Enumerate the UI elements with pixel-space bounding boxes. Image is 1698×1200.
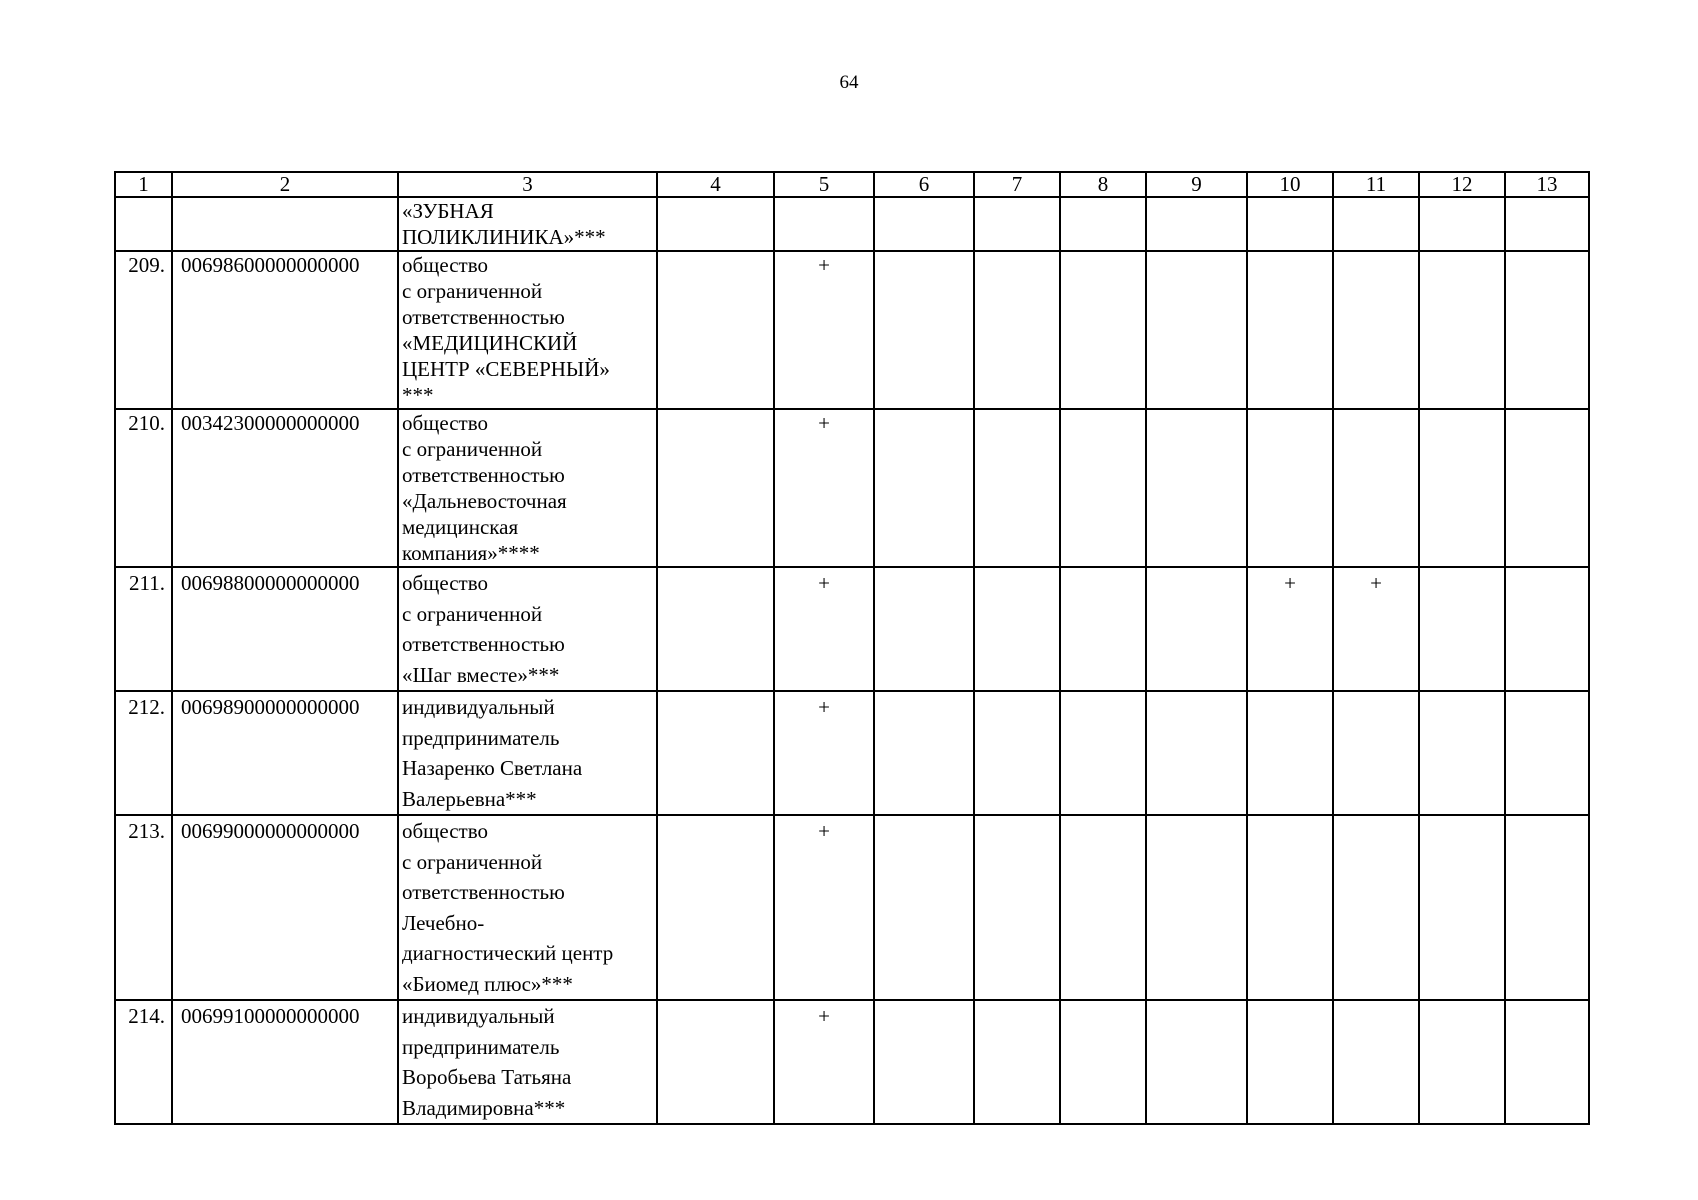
mark-cell-col-6: [874, 251, 974, 409]
organization-name-cell: [398, 691, 657, 815]
mark-cell-col-8: [1060, 815, 1146, 1000]
column-header: 11: [1333, 172, 1419, 197]
mark-cell-col-11: [1333, 1000, 1419, 1124]
organization-name-line: «ЗУБНАЯ: [402, 199, 494, 223]
organization-name-line: ответственностью: [402, 463, 565, 487]
mark-cell-col-10: +: [1247, 567, 1333, 691]
organization-name-line: с ограниченной: [402, 849, 543, 874]
column-header: 6: [874, 172, 974, 197]
register-table: [114, 171, 1590, 1125]
mark-cell-col-7: [974, 197, 1060, 251]
mark-cell-col-4: [657, 409, 774, 567]
mark-cell-col-9: [1146, 251, 1247, 409]
mark-cell-col-6: [874, 197, 974, 251]
organization-name-line: общество: [402, 253, 488, 277]
registry-code-cell: 00699100000000000: [172, 1000, 398, 1124]
mark-cell-col-8: [1060, 1000, 1146, 1124]
mark-cell-col-5: +: [774, 815, 874, 1000]
mark-cell-col-11: [1333, 691, 1419, 815]
organization-name-line: ответственностью: [402, 880, 565, 904]
registry-code-cell: 00698600000000000: [172, 251, 398, 409]
organization-name-line: индивидуальный: [402, 695, 555, 719]
organization-name-cell: [398, 197, 657, 251]
organization-name-cell: [398, 1000, 657, 1124]
organization-name-line: Назаренко Светлана: [402, 756, 583, 780]
organization-name-line: общество: [402, 571, 488, 595]
organization-name-line: с ограниченной: [402, 437, 543, 461]
mark-cell-col-9: [1146, 691, 1247, 815]
organization-name-line: с ограниченной: [402, 279, 543, 303]
organization-name-line: медицинская: [402, 515, 519, 539]
mark-cell-col-5: +: [774, 691, 874, 815]
mark-cell-col-5: +: [774, 1000, 874, 1124]
row-number-cell: 214.: [115, 1000, 172, 1124]
column-header: 5: [774, 172, 874, 197]
header-row: [115, 172, 1589, 197]
organization-name-line: компания»****: [402, 541, 540, 565]
mark-cell-col-11: +: [1333, 567, 1419, 691]
organization-name-line: общество: [402, 411, 488, 435]
mark-cell-col-8: [1060, 197, 1146, 251]
mark-cell-col-13: [1505, 1000, 1589, 1124]
row-number-cell: 209.: [115, 251, 172, 409]
registry-code-cell: 00699000000000000: [172, 815, 398, 1000]
mark-cell-col-12: [1419, 197, 1505, 251]
mark-cell-col-4: [657, 251, 774, 409]
mark-cell-col-4: [657, 197, 774, 251]
page-number: 64: [839, 72, 859, 93]
registry-code-cell: 00698900000000000: [172, 691, 398, 815]
organization-name-line: «МЕДИЦИНСКИЙ: [402, 331, 578, 355]
mark-cell-col-5: +: [774, 567, 874, 691]
table-row: [115, 1000, 1589, 1124]
row-number-cell: 212.: [115, 691, 172, 815]
organization-name-line: общество: [402, 819, 488, 843]
mark-cell-col-7: [974, 409, 1060, 567]
column-header: 10: [1247, 172, 1333, 197]
column-header: 2: [172, 172, 398, 197]
table-row: [115, 815, 1589, 1000]
organization-name-line: предприниматель: [402, 1034, 560, 1059]
mark-cell-col-6: [874, 567, 974, 691]
mark-cell-col-11: [1333, 409, 1419, 567]
mark-cell-col-5: +: [774, 251, 874, 409]
organization-name-line: ПОЛИКЛИНИКА»***: [402, 225, 606, 249]
mark-cell-col-7: [974, 691, 1060, 815]
mark-cell-col-10: [1247, 409, 1333, 567]
column-header: 3: [398, 172, 657, 197]
mark-cell-col-5: [774, 197, 874, 251]
mark-cell-col-8: [1060, 251, 1146, 409]
mark-cell-col-6: [874, 409, 974, 567]
organization-name-line: Воробьева Татьяна: [402, 1065, 572, 1089]
mark-cell-col-10: [1247, 815, 1333, 1000]
mark-cell-col-7: [974, 1000, 1060, 1124]
mark-cell-col-12: [1419, 251, 1505, 409]
column-header: 1: [115, 172, 172, 197]
mark-cell-col-12: [1419, 691, 1505, 815]
row-number-cell: 210.: [115, 409, 172, 567]
mark-cell-col-8: [1060, 409, 1146, 567]
organization-name-line: «Шаг вместе»***: [402, 662, 560, 687]
organization-name-line: «Биомед плюс»***: [402, 971, 573, 996]
mark-cell-col-6: [874, 691, 974, 815]
organization-name-cell: [398, 567, 657, 691]
organization-name-line: «Дальневосточная: [402, 489, 567, 513]
organization-name-line: ответственностью: [402, 305, 565, 329]
mark-cell-col-5: +: [774, 409, 874, 567]
mark-cell-col-13: [1505, 251, 1589, 409]
organization-name-line: предприниматель: [402, 725, 560, 750]
organization-name-line: Валерьевна***: [402, 786, 537, 811]
table-row: [115, 691, 1589, 815]
table-row: [115, 409, 1589, 567]
organization-name-cell: [398, 251, 657, 409]
mark-cell-col-7: [974, 251, 1060, 409]
mark-cell-col-12: [1419, 1000, 1505, 1124]
mark-cell-col-12: [1419, 815, 1505, 1000]
table-row: [115, 567, 1589, 691]
mark-cell-col-13: [1505, 197, 1589, 251]
table-row: [115, 197, 1589, 251]
organization-name-cell: [398, 815, 657, 1000]
mark-cell-col-8: [1060, 691, 1146, 815]
mark-cell-col-9: [1146, 197, 1247, 251]
column-header: 8: [1060, 172, 1146, 197]
mark-cell-col-13: [1505, 691, 1589, 815]
mark-cell-col-4: [657, 691, 774, 815]
organization-name-line: диагностический центр: [402, 941, 614, 965]
mark-cell-col-11: [1333, 815, 1419, 1000]
mark-cell-col-6: [874, 815, 974, 1000]
column-header: 12: [1419, 172, 1505, 197]
organization-name-cell: [398, 409, 657, 567]
registry-code-cell: 00342300000000000: [172, 409, 398, 567]
column-header: 9: [1146, 172, 1247, 197]
column-header: 4: [657, 172, 774, 197]
table-row: [115, 251, 1589, 409]
mark-cell-col-4: [657, 815, 774, 1000]
organization-name-line: Лечебно-: [402, 910, 485, 935]
mark-cell-col-13: [1505, 815, 1589, 1000]
mark-cell-col-9: [1146, 1000, 1247, 1124]
mark-cell-col-11: [1333, 251, 1419, 409]
row-number-cell: 213.: [115, 815, 172, 1000]
organization-name-line: ответственностью: [402, 632, 565, 656]
organization-name-line: Владимировна***: [402, 1095, 566, 1120]
mark-cell-col-9: [1146, 815, 1247, 1000]
mark-cell-col-10: [1247, 1000, 1333, 1124]
registry-code-cell: [172, 197, 398, 251]
organization-name-line: с ограниченной: [402, 601, 543, 626]
mark-cell-col-7: [974, 567, 1060, 691]
mark-cell-col-12: [1419, 409, 1505, 567]
mark-cell-col-8: [1060, 567, 1146, 691]
mark-cell-col-9: [1146, 409, 1247, 567]
mark-cell-col-10: [1247, 197, 1333, 251]
mark-cell-col-4: [657, 567, 774, 691]
mark-cell-col-13: [1505, 567, 1589, 691]
mark-cell-col-10: [1247, 251, 1333, 409]
mark-cell-col-9: [1146, 567, 1247, 691]
registry-code-cell: 00698800000000000: [172, 567, 398, 691]
mark-cell-col-10: [1247, 691, 1333, 815]
row-number-cell: 211.: [115, 567, 172, 691]
row-number-cell: [115, 197, 172, 251]
column-header: 7: [974, 172, 1060, 197]
organization-name-line: ***: [402, 383, 434, 407]
mark-cell-col-6: [874, 1000, 974, 1124]
mark-cell-col-13: [1505, 409, 1589, 567]
organization-name-line: ЦЕНТР «СЕВЕРНЫЙ»: [402, 357, 610, 381]
mark-cell-col-12: [1419, 567, 1505, 691]
mark-cell-col-11: [1333, 197, 1419, 251]
mark-cell-col-7: [974, 815, 1060, 1000]
column-header: 13: [1505, 172, 1589, 197]
organization-name-line: индивидуальный: [402, 1004, 555, 1028]
mark-cell-col-4: [657, 1000, 774, 1124]
